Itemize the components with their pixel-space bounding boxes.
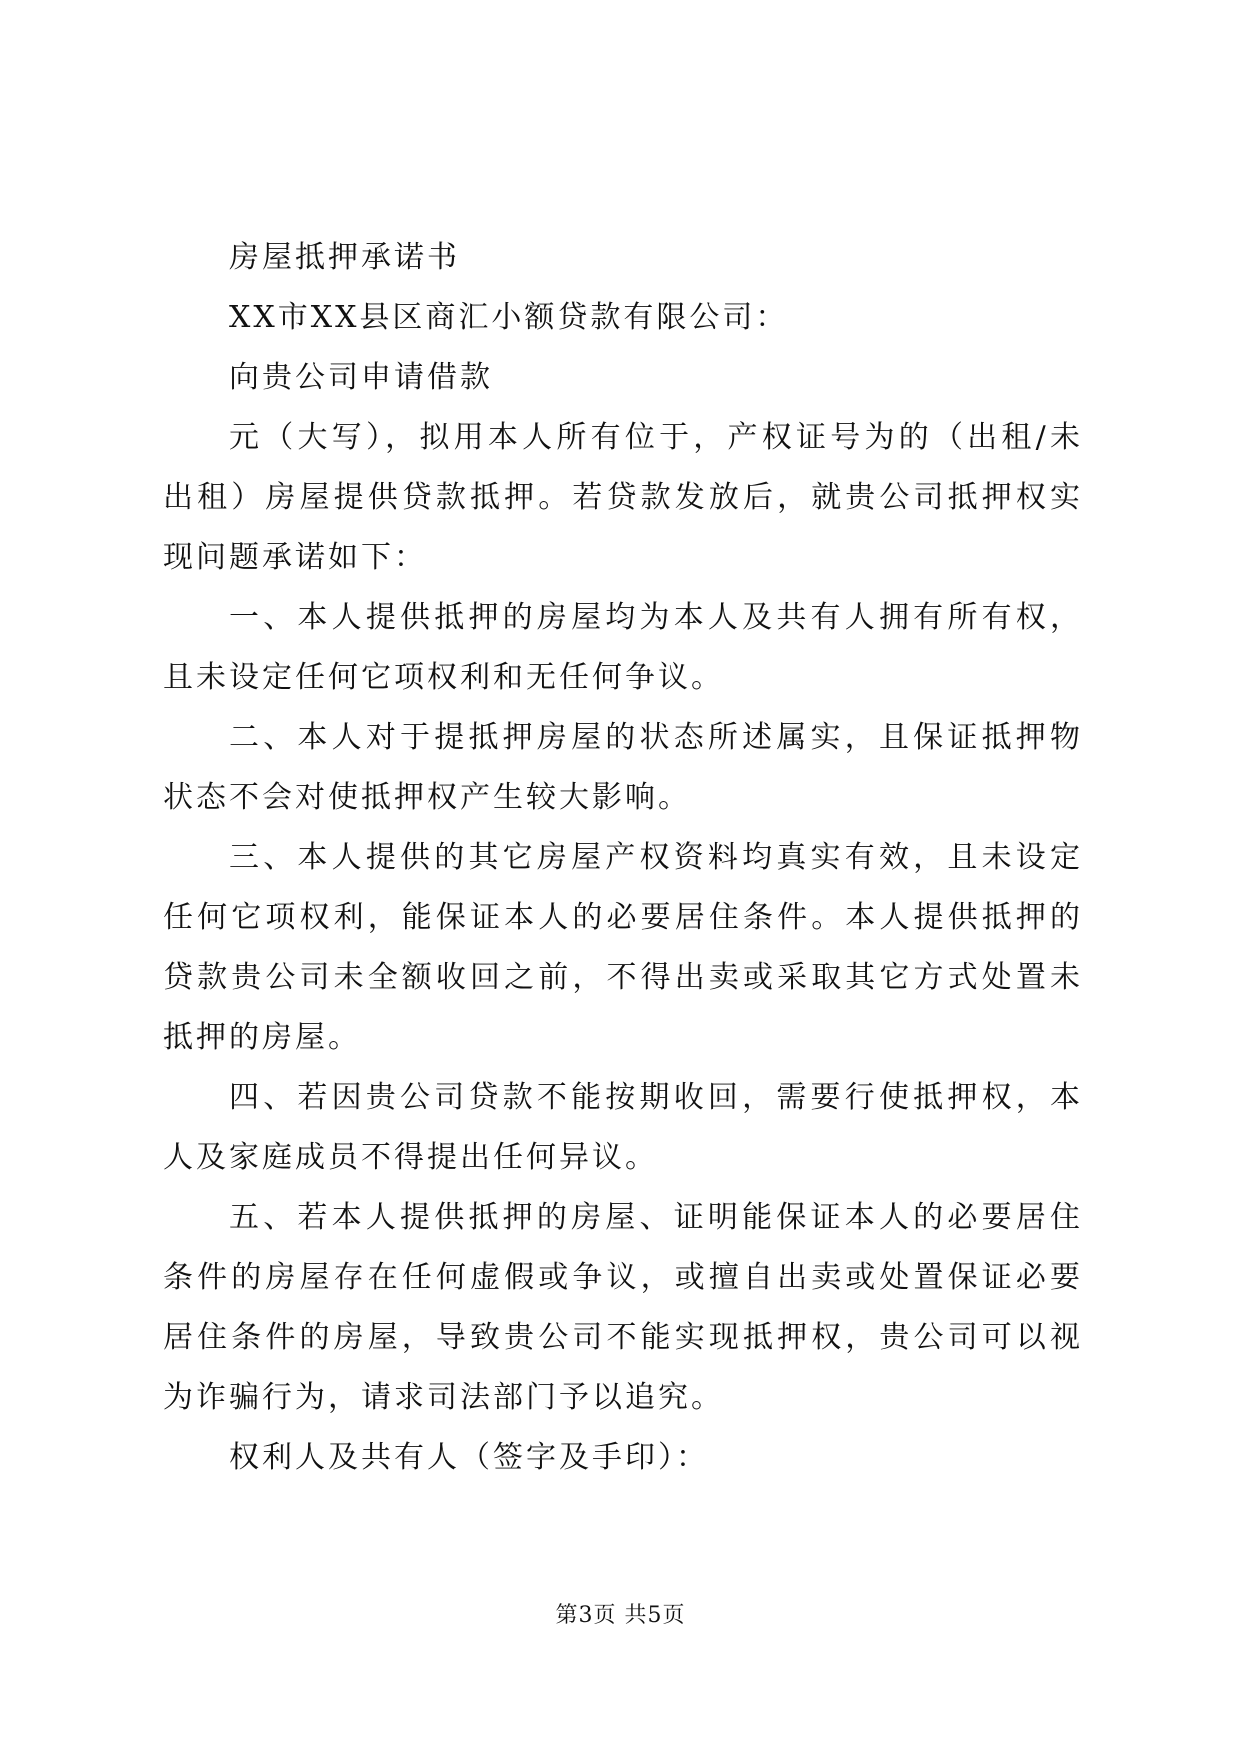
document-title: 房屋抵押承诺书 [229, 240, 460, 275]
signature-line: 权利人及共有人（签字及手印）： [229, 1440, 709, 1475]
paragraph-mortgage-intro: 元（大写），拟用本人所有位于，产权证号为的（出租/未出租）房屋提供贷款抵押。若贷款发放后，就贵公司抵押权实现问题承诺如下： [163, 420, 1083, 575]
document-body [163, 228, 1083, 1488]
paragraph-clause-5: 五、若本人提供抵押的房屋、证明能保证本人的必要居住条件的房屋存在任何虚假或争议，或擅自出卖或处置保证必要居住条件的房屋，导致贵公司不能实现抵押权，贵公司可以视为诈骗行为，请求司法部门予以追究。 [163, 1200, 1083, 1415]
paragraph-clause-4: 四、若因贵公司贷款不能按期收回，需要行使抵押权，本人及家庭成员不得提出任何异议。 [163, 1080, 1083, 1175]
paragraph-clause-1: 一、本人提供抵押的房屋均为本人及共有人拥有所有权，且未设定任何它项权利和无任何争议。 [163, 600, 1083, 695]
paragraph-clause-2: 二、本人对于提抵押房屋的状态所述属实，且保证抵押物状态不会对使抵押权产生较大影响。 [163, 720, 1083, 815]
paragraph-loan-request: 向贵公司申请借款 [229, 360, 493, 395]
page-number-footer: 第3页 共5页 [555, 1603, 686, 1628]
addressee: XX市XX县区商汇小额贷款有限公司： [229, 300, 789, 335]
paragraph-clause-3: 三、本人提供的其它房屋产权资料均真实有效，且未设定任何它项权利，能保证本人的必要居住条件。本人提供抵押的贷款贵公司未全额收回之前，不得出卖或采取其它方式处置未抵押的房屋。 [163, 840, 1083, 1055]
